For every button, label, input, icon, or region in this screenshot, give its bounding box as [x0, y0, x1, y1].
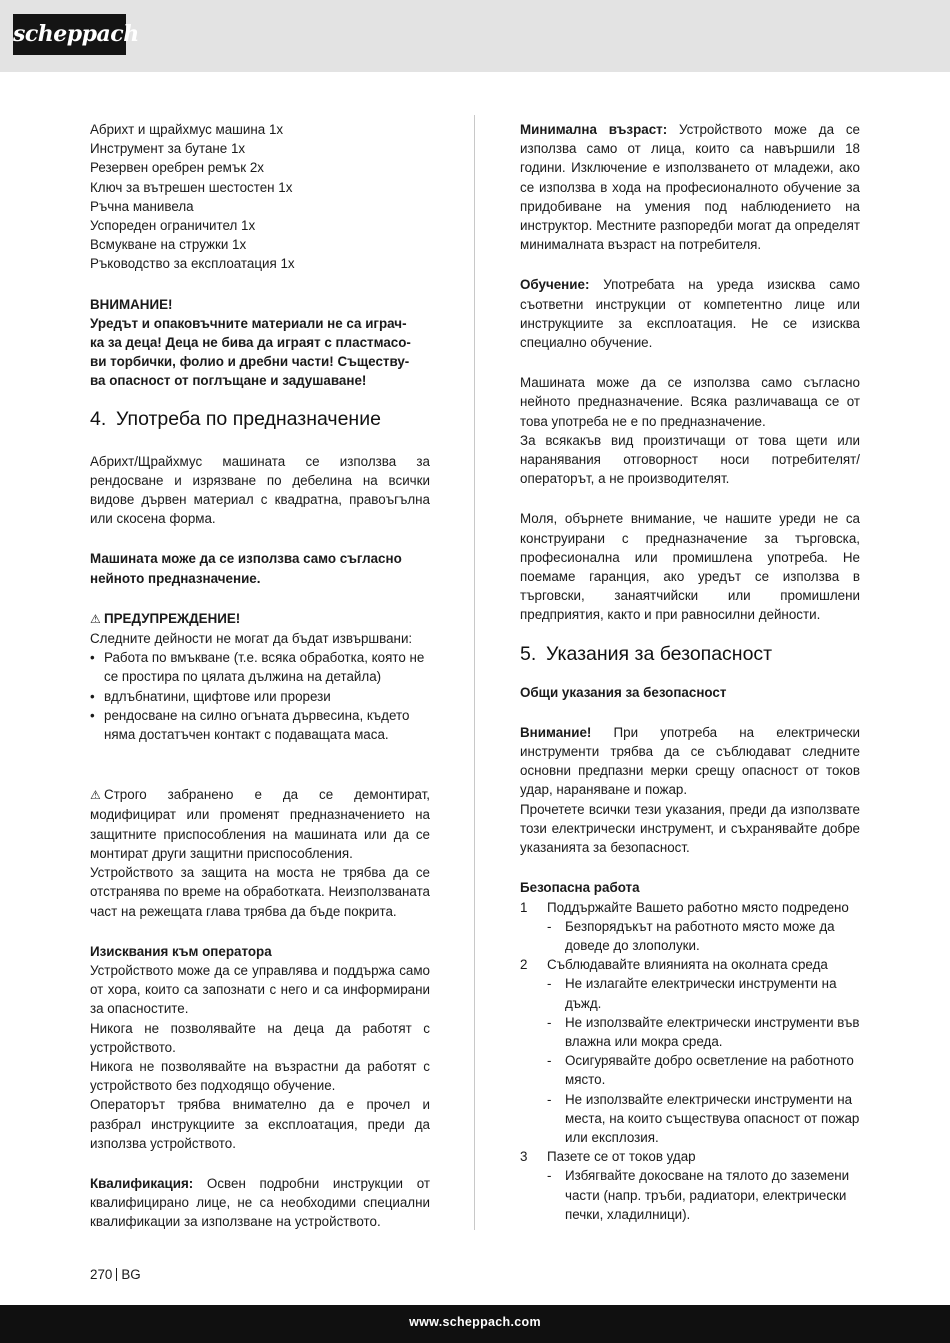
liability-text: За всякакъв вид произтичащи от това щети или наранявания отговорност носи потребителят/операторът, а не производителят. [520, 432, 860, 487]
supply-item: Инструмент за бутане 1x [90, 141, 246, 157]
supply-item: Ръководство за експлоатация 1x [90, 256, 295, 272]
item-text: Пазете се от токов удар [547, 1149, 696, 1165]
operator-text: Операторът трябва внимателно да е прочел и разбрал инструкциите за експлоатация, преди да използва устройството. [90, 1097, 430, 1151]
supply-list [90, 120, 430, 274]
section-5-number: 5. [520, 642, 537, 665]
bridge-text: Устройството за защита на моста не трябва да се отстранява по време на обработката. Неизползваната част на режещата глава трябва да бъде покрита. [90, 865, 430, 919]
page-footer [0, 1305, 950, 1343]
warning-title [90, 609, 430, 629]
training-text: Употребата на уреда изисква само съответни инструкции от компетентно лице или инструкциите за експлоатация. Не се изисква специално обучение. [520, 277, 860, 351]
item-number: 3 [520, 1149, 528, 1165]
training-paragraph [520, 275, 860, 352]
min-age-paragraph [520, 120, 860, 254]
list-item: • рендосване на силно огъната дървесина, където няма достатъчен контакт с подаващата маса. [90, 706, 430, 744]
warning-list [90, 648, 430, 744]
operator-title: Изисквания към оператора [90, 943, 272, 959]
attention-line: ва опасност от поглъщане и задушаване! [90, 373, 367, 389]
safe-work-title: Безопасна работа [520, 880, 640, 896]
qualification-label: Квалификация: [90, 1175, 194, 1191]
list-item: • вдлъбнатини, щифтове или прорези [90, 687, 430, 706]
attention-block [90, 295, 430, 391]
section-5-heading [520, 641, 860, 667]
list-item [520, 898, 860, 917]
sub-item-text: Осигурявайте добро осветление на работното място. [565, 1053, 854, 1088]
section-4-title: Употреба по предназначение [116, 407, 381, 430]
sub-item-text: Не използвайте електрически инструменти във влажна или мокра среда. [565, 1014, 860, 1049]
supply-item: Ключ за вътрешен шестостен 1x [90, 179, 293, 195]
supply-item: Ръчна манивела [90, 198, 194, 214]
page-number [90, 1265, 141, 1284]
section-5-title: Указания за безопасност [546, 642, 773, 665]
commercial-text: Моля, обърнете внимание, че нашите уреди не са конструирани с предназначение за търговска, професионална или промишлена употреба. Не поемаме гаранция, ако уредът се използва в търговски, занаятчийски или промишлени предприятия, както и при равносилни дейности. [520, 511, 860, 623]
page-header [0, 0, 950, 72]
supply-item: Резервен оребрен ремък 2x [90, 160, 264, 176]
intended-use-text: Абрихт/Щрайхмус машината се използва за рендосване и изрязване по дебелина на всички видове дървен материал с квадратна, правоъгълна или скосена форма. [90, 453, 430, 527]
list-item [520, 955, 860, 974]
footer-url[interactable]: www.scheppach.com [409, 1315, 541, 1329]
warning-triangle-icon: ⚠ [90, 611, 101, 626]
attention-label: Внимание! [520, 724, 592, 740]
usage-text: Машината може да се използва само съгласно нейното предназначение. Всяка различаваща се от това употреба не е по предназначение. [520, 375, 860, 429]
page-number-value: 270 [90, 1267, 113, 1282]
section-4-heading [90, 406, 430, 432]
min-age-text: Устройството може да се използва само от лица, които са навършили 18 години. Изключение е използването от младежи, ако се използва в хода на професионалното обучение за придобиване на умения под наблюдението на инструктор. Местните разпоредби могат да определят минималната възраст на потребителя. [520, 122, 860, 253]
item-number: 1 [520, 899, 528, 915]
safe-work-list [520, 898, 860, 1224]
prohibit-paragraph [90, 785, 430, 863]
item-text: Поддържайте Вашето работно място подредено [547, 899, 849, 915]
attention-line: ка за деца! Деца не бива да играят с пластмасо- [90, 335, 411, 351]
section-4-number: 4. [90, 407, 107, 430]
attention-line: ви торбички, фолио и дребни части! Съществу- [90, 354, 410, 370]
qualification-paragraph [90, 1174, 430, 1232]
scheppach-logo: scheppach [13, 14, 126, 55]
sub-item-text: Не използвайте електрически инструменти на места, на които съществува опасност от пожар или експлозия. [565, 1091, 860, 1145]
supply-item: Всмукване на стружки 1x [90, 237, 247, 253]
training-label: Обучение: [520, 277, 590, 293]
right-column [520, 120, 860, 1224]
sub-item-text: Избягвайте докосване на тялото до заземени части (напр. тръби, радиатори, електрически печки, хладилници). [565, 1168, 850, 1222]
sub-item: - Избягвайте докосване на тялото до заземени части (напр. тръби, радиатори, електрически печки, хладилници). [547, 1168, 850, 1222]
supply-item: Абрихт и щрайхмус машина 1x [90, 122, 284, 137]
item-text: Съблюдавайте влиянията на околната среда [547, 957, 828, 973]
attention-text: При употреба на електрически инструменти трябва да се съблюдават следните основни предпазни мерки срещу опасност от токов удар, нараняване и пожар. [520, 724, 860, 798]
sub-item-text: Не излагайте електрически инструменти на дъжд. [565, 976, 837, 1011]
sub-item: - Безпорядъкът на работното място може да доведе до злополуки. [547, 918, 835, 953]
warning-triangle-icon: ⚠ [90, 788, 101, 803]
warning-title-text: ПРЕДУПРЕЖДЕНИЕ! [104, 610, 241, 626]
left-column [90, 120, 430, 1232]
general-safety-title: Общи указания за безопасност [520, 684, 727, 700]
sub-item: - Не използвайте електрически инструменти във влажна или мокра среда. [547, 1014, 860, 1049]
item-number: 2 [520, 957, 528, 973]
language-code: BG [121, 1267, 141, 1282]
attention-title: ВНИМАНИЕ! [90, 296, 173, 312]
sub-item: - Не използвайте електрически инструменти на места, на които съществува опасност от пожар или експлозия. [547, 1091, 860, 1145]
intended-use-bold: Машината може да се използва само съгласно нейното предназначение. [90, 551, 402, 586]
min-age-label: Минимална възраст: [520, 122, 668, 137]
column-divider [474, 115, 475, 1230]
attention-line: Уредът и опаковъчните материали не са играч- [90, 315, 407, 331]
sub-item-text: Безпорядъкът на работното място може да доведе до злополуки. [565, 918, 835, 953]
supply-item: Успореден ограничител 1x [90, 218, 256, 234]
warning-intro: Следните дейности не могат да бъдат извършвани: [90, 631, 413, 647]
read-instructions-text: Прочетете всички тези указания, преди да използвате този електрически инструмент, и съхранявайте добре указанията за безопасност. [520, 801, 860, 856]
sub-item: - Осигурявайте добро осветление на работното място. [547, 1053, 854, 1088]
operator-text: Никога не позволявайте на деца да работят с устройството. [90, 1020, 430, 1055]
attention-paragraph [520, 723, 860, 800]
operator-text: Никога не позволявайте на възрастни да работят с устройството без подходящо обучение. [90, 1058, 430, 1094]
list-item: • Работа по вмъкване (т.е. всяка обработка, която не се простира по цялата дължина на детайла) [90, 648, 430, 686]
list-item [520, 1147, 860, 1166]
operator-text: Устройството може да се управлява и поддържа само от хора, които са запознати с него и са информирани за опасностите. [90, 962, 430, 1017]
qualification-text: Освен подробни инструкции от квалифицирано лице, не са необходими специални квалификации за използване на устройството. [90, 1175, 430, 1230]
sub-item: - Не излагайте електрически инструменти на дъжд. [547, 976, 837, 1011]
prohibit-text: Строго забранено е да се демонтират, модифицират или променят предназначението на защитните приспособления на машината или да се монтират други защитни приспособления. [90, 787, 430, 861]
